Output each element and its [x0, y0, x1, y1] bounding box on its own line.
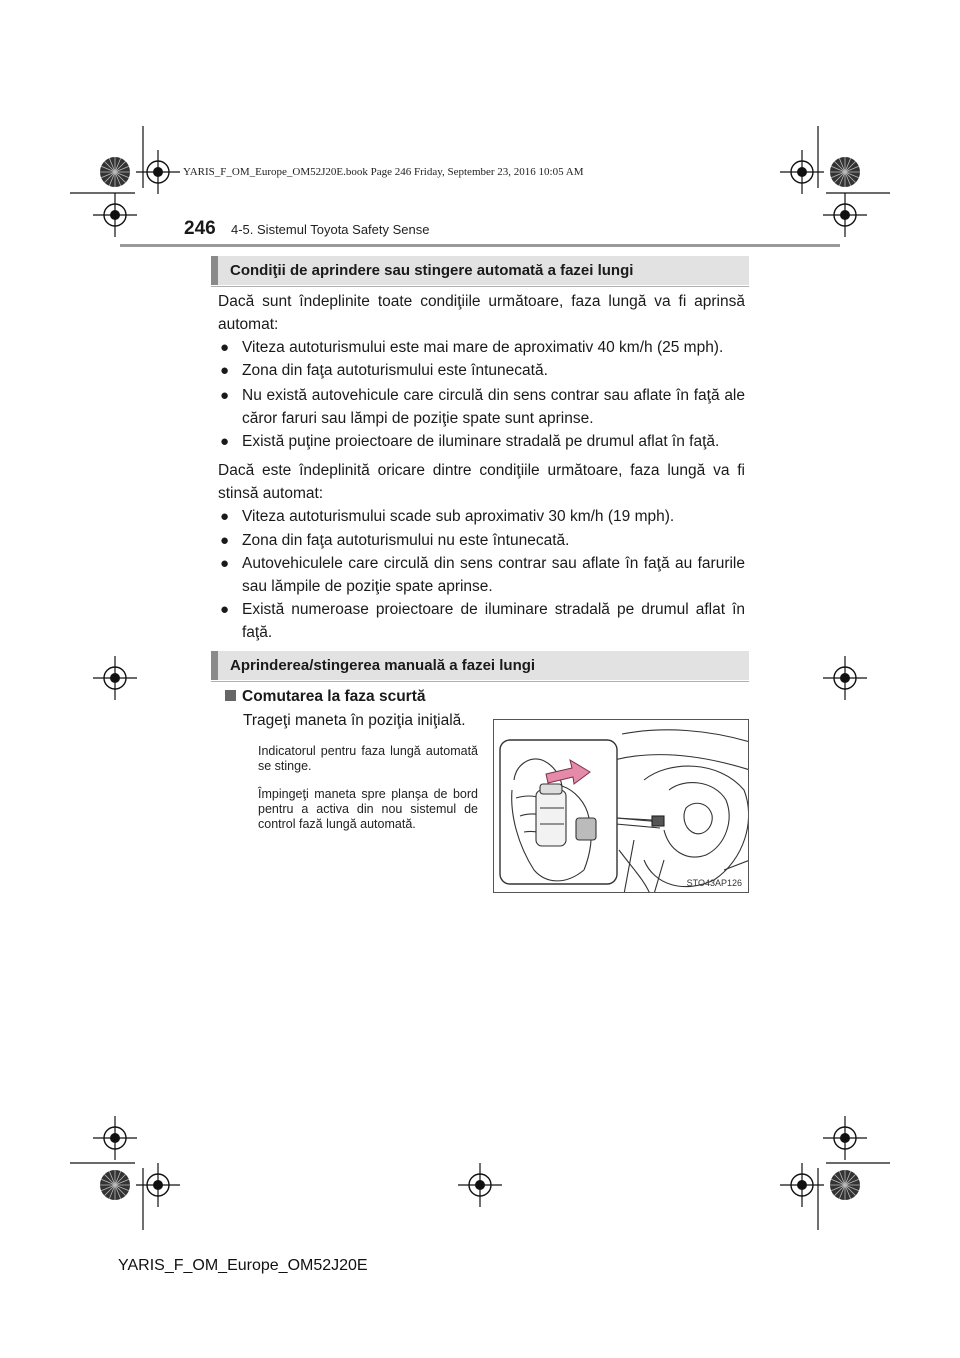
list-item-text: Nu există autovehicule care circulă din sens contrar sau aflate în faţă ale căror faruri sau lămpi de poziţie spate sunt aprinse.	[242, 387, 745, 427]
list-item-text: Zona din faţa autoturismului este întunecată.	[242, 362, 548, 379]
list-item-text: Zona din faţa autoturismului nu este întunecată.	[242, 532, 570, 549]
section-title: Aprinderea/stingerea manuală a fazei lungi	[230, 657, 536, 674]
book-info: YARIS_F_OM_Europe_OM52J20E.book Page 246 Friday, September 23, 2016 10:05 AM	[183, 166, 584, 178]
subheading	[225, 688, 426, 706]
intro-off-paragraph: Dacă este îndeplinită oricare dintre condiţiile următoare, faza lungă va fi stinsă automat:	[218, 462, 745, 502]
bullet-icon: ●	[220, 532, 230, 549]
bullet-icon: ●	[220, 339, 230, 356]
section-title: Condiţii de aprindere sau stingere automată a fazei lungi	[230, 262, 634, 279]
header-rule	[120, 244, 840, 247]
list-item-text: Există puţine proiectoare de iluminare stradală pe drumul aflat în faţă.	[242, 433, 720, 450]
bullet-icon: ●	[220, 362, 230, 379]
bullet-icon: ●	[220, 555, 230, 572]
divider	[211, 681, 749, 682]
list-item	[218, 384, 745, 430]
bullet-icon: ●	[220, 433, 230, 450]
list-item-text: Viteza autoturismului scade sub aproximativ 30 km/h (19 mph).	[242, 508, 675, 525]
figure-code: STO43AP126	[686, 878, 742, 888]
instruction: Trageţi maneta în poziţia iniţială.	[243, 712, 466, 729]
note-text: Indicatorul pentru faza lungă automată se stinge.	[258, 744, 478, 773]
list-item	[218, 529, 745, 552]
list-item	[218, 505, 745, 528]
lever-illustration	[493, 719, 749, 893]
list-item	[218, 430, 745, 453]
list-item	[218, 598, 745, 644]
section-title-bar	[211, 651, 749, 680]
list-item-text: Există numeroase proiectoare de iluminare stradală pe drumul aflat în faţă.	[242, 601, 745, 641]
square-bullet-icon	[225, 690, 236, 701]
section-heading: 4-5. Sistemul Toyota Safety Sense	[231, 222, 430, 237]
list-item	[218, 336, 745, 359]
list-item	[218, 359, 745, 382]
list-item	[218, 552, 745, 598]
divider	[211, 286, 749, 287]
subheading-text: Comutarea la faza scurtă	[242, 688, 426, 705]
list-item-text: Viteza autoturismului este mai mare de aproximativ 40 km/h (25 mph).	[242, 339, 724, 356]
illustration-drawing	[494, 720, 749, 893]
bullet-icon: ●	[220, 508, 230, 525]
bullet-icon: ●	[220, 387, 230, 404]
page-number: 246	[184, 218, 216, 239]
section-title-bar	[211, 256, 749, 285]
list-item-text: Autovehiculele care circulă din sens contrar sau aflate în faţă au farurile sau lămpile de poziţie spate aprinse.	[242, 555, 745, 595]
bullet-icon: ●	[220, 601, 230, 618]
footer-text: YARIS_F_OM_Europe_OM52J20E	[118, 1257, 368, 1274]
intro-on-paragraph: Dacă sunt îndeplinite toate condiţiile următoare, faza lungă va fi aprinsă automat:	[218, 293, 745, 333]
note-text: Împingeţi maneta spre planşa de bord pentru a activa din nou sistemul de control fază lungă automată.	[258, 787, 478, 831]
